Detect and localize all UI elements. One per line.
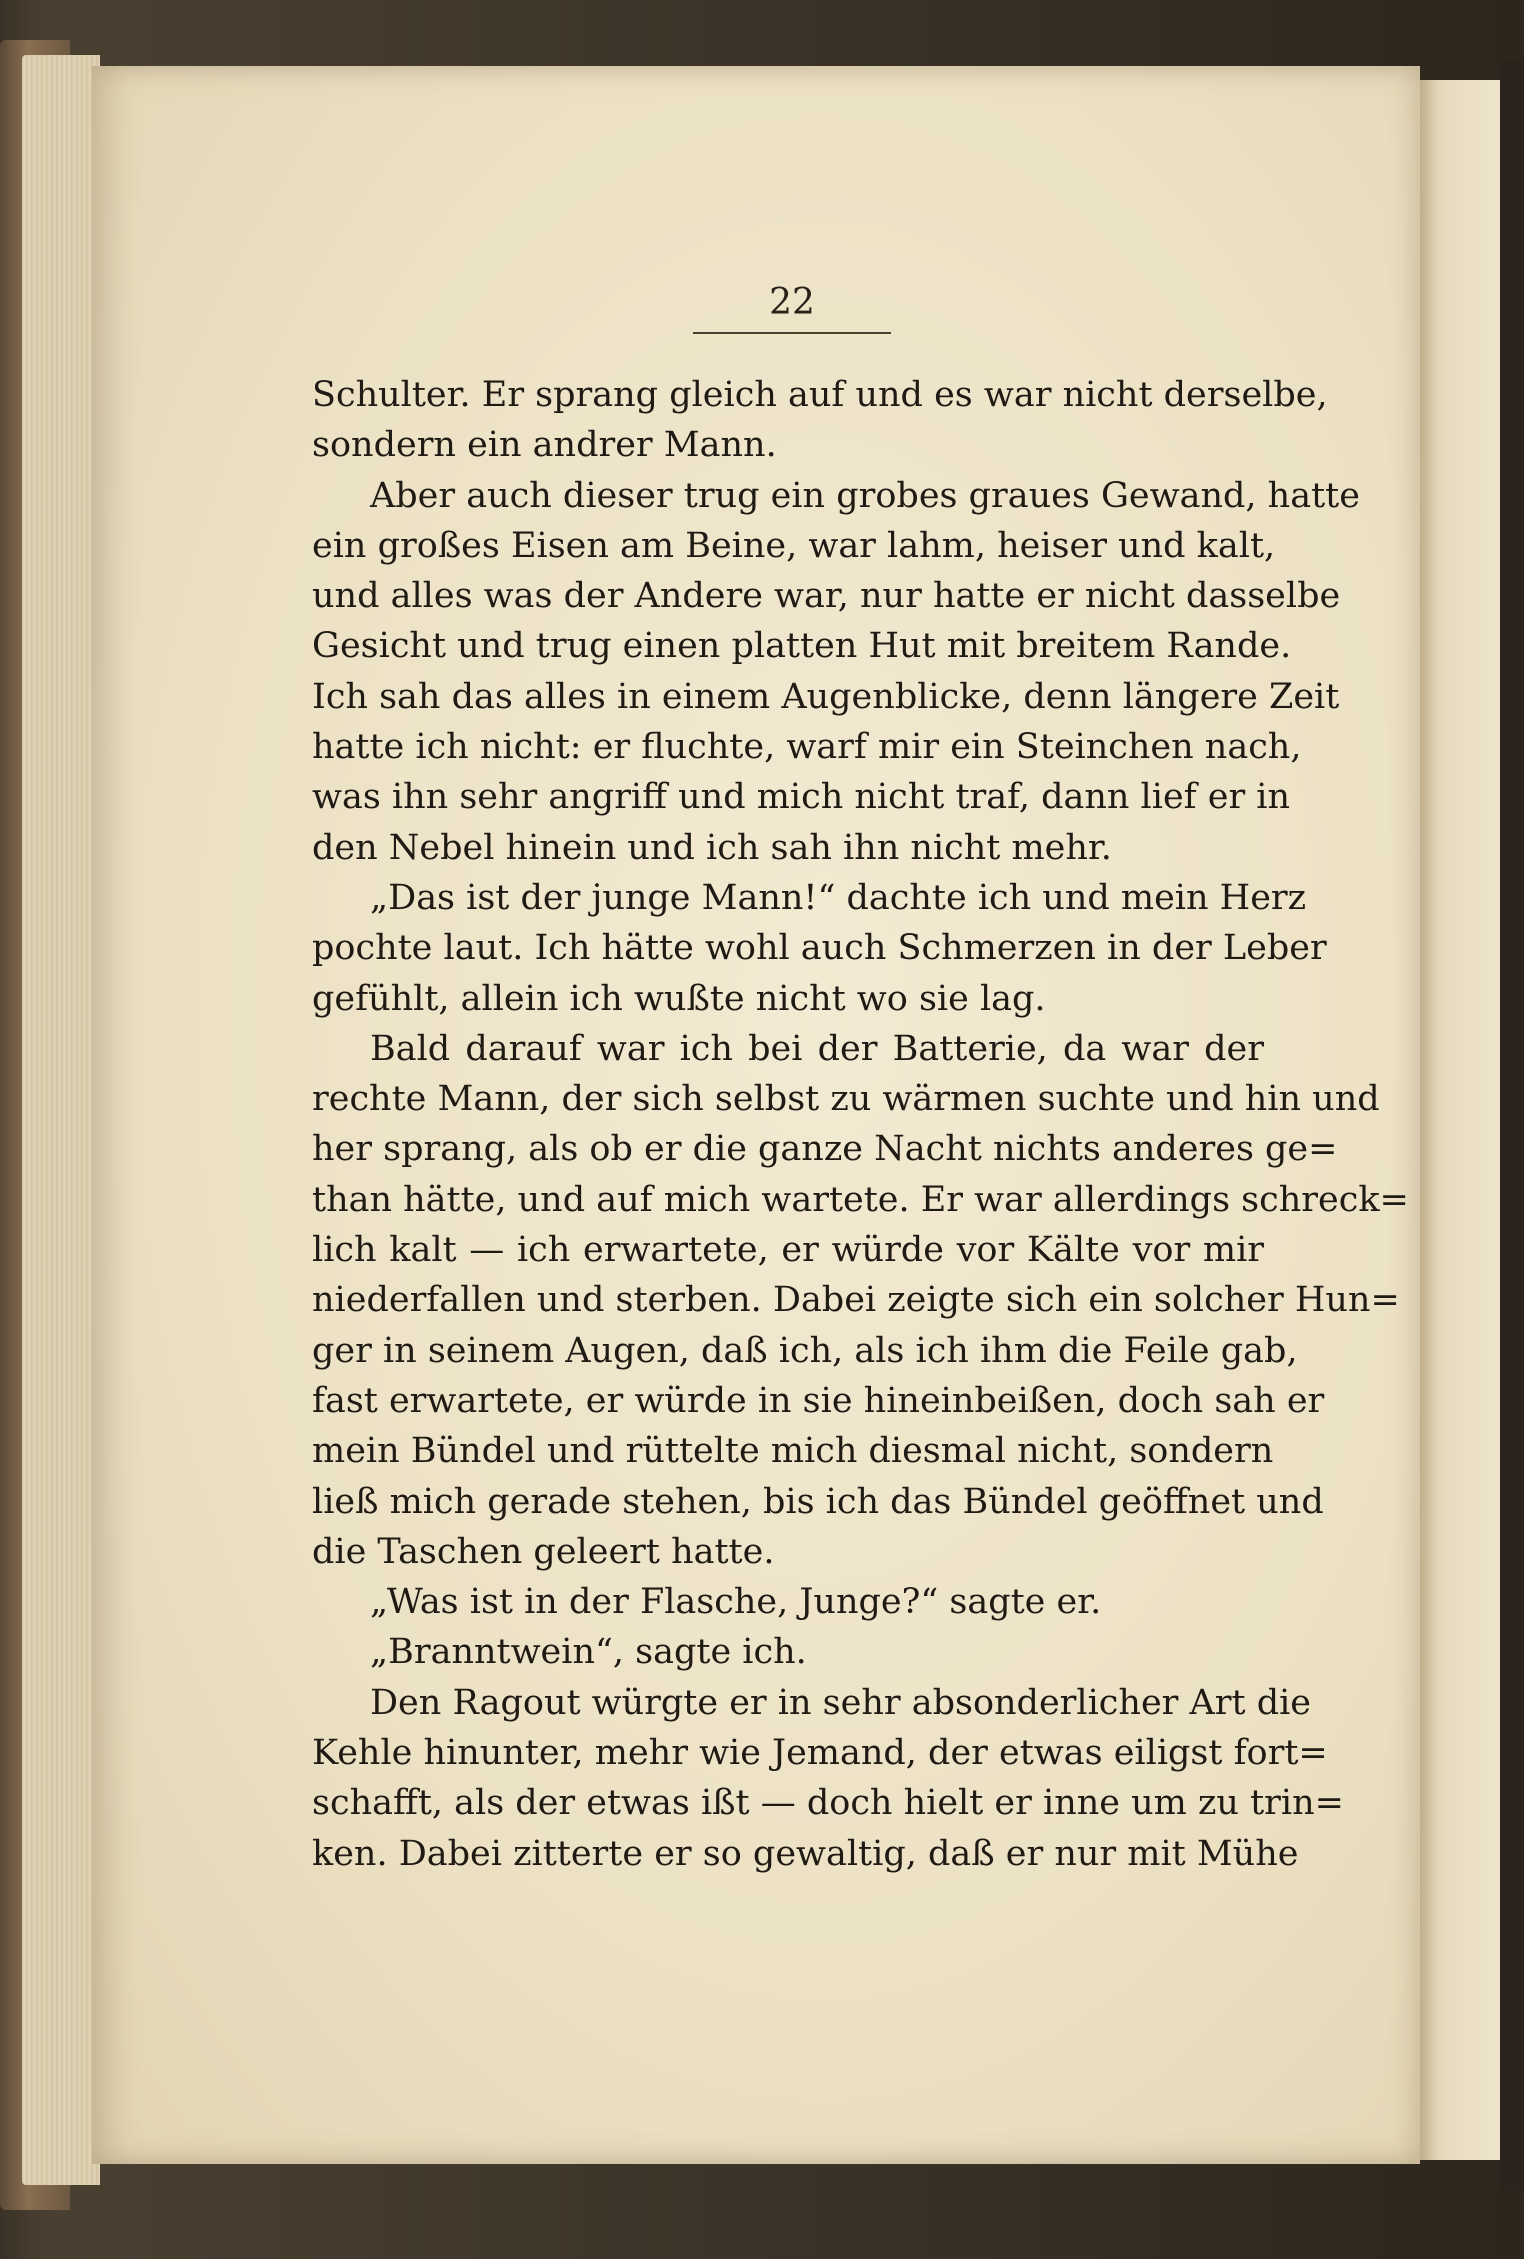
text-line: rechte Mann, der sich selbst zu wärmen suchte und hin und [312,1079,1380,1120]
text-line: „Das ist der junge Mann!“ dachte ich und mein Herz [370,877,1307,918]
text-line: Schulter. Er sprang gleich auf und es war nicht derselbe, [312,375,1328,415]
text-line: Gesicht und trug einen platten Hut mit breitem Rande. [312,626,1292,667]
text-line: pochte laut. Ich hätte wohl auch Schmerzen in der Leber [312,928,1327,969]
page-number: 22 [769,282,815,323]
text-line: hatte ich nicht: er fluchte, warf mir ein Steinchen nach, [312,727,1302,768]
header-rule [693,332,891,334]
text-line: „Branntwein“, sagte ich. [370,1632,807,1673]
body-text [312,370,1409,1879]
text-line: schafft, als der etwas ißt — doch hielt er inne um zu trin= [312,1783,1344,1824]
text-line: niederfallen und sterben. Dabei zeigte sich ein solcher Hun= [312,1280,1400,1321]
text-line: fast erwartete, er würde in sie hineinbeißen, doch sah er [312,1380,1325,1421]
text-line: ein großes Eisen am Beine, war lahm, heiser und kalt, [312,525,1276,566]
text-line: Ich sah das alles in einem Augenblicke, denn längere Zeit [312,676,1340,717]
text-line: Den Ragout würgte er in sehr absonderlicher Art die [370,1682,1312,1723]
text-line: ken. Dabei zitterte er so gewaltig, daß er nur mit Mühe [312,1833,1299,1874]
text-line: die Taschen geleert hatte. [312,1531,775,1572]
text-line: lich kalt — ich erwartete, er würde vor Kälte vor mir [312,1230,1264,1271]
text-line: und alles was der Andere war, nur hatte er nicht dasselbe [312,576,1341,617]
text-line: gefühlt, allein ich wußte nicht wo sie lag. [312,978,1046,1019]
text-line: her sprang, als ob er die ganze Nacht nichts anderes ge= [312,1129,1338,1170]
text-line: Bald darauf war ich bei der Batterie, da war der [370,1028,1264,1069]
text-line: mein Bündel und rüttelte mich diesmal nicht, sondern [312,1431,1274,1472]
page-edges-left [22,55,100,2185]
text-line: ließ mich gerade stehen, bis ich das Bündel geöffnet und [312,1481,1324,1522]
text-line: ger in seinem Augen, daß ich, als ich ihm die Feile gab, [312,1330,1298,1371]
text-line: den Nebel hinein und ich sah ihn nicht mehr. [312,827,1112,868]
text-line: „Was ist in der Flasche, Junge?“ sagte er. [370,1582,1102,1623]
facing-page-edge [1420,80,1500,2160]
text-line: sondern ein andrer Mann. [312,425,777,466]
text-line: Kehle hinunter, mehr wie Jemand, der etwas eiligst fort= [312,1733,1328,1774]
text-line: was ihn sehr angriff und mich nicht traf, dann lief er in [312,777,1291,818]
text-line: Aber auch dieser trug ein grobes graues Gewand, hatte [370,475,1360,516]
text-line: than hätte, und auf mich wartete. Er war allerdings schreck= [312,1179,1409,1220]
book-cover-right [1500,60,1524,2190]
